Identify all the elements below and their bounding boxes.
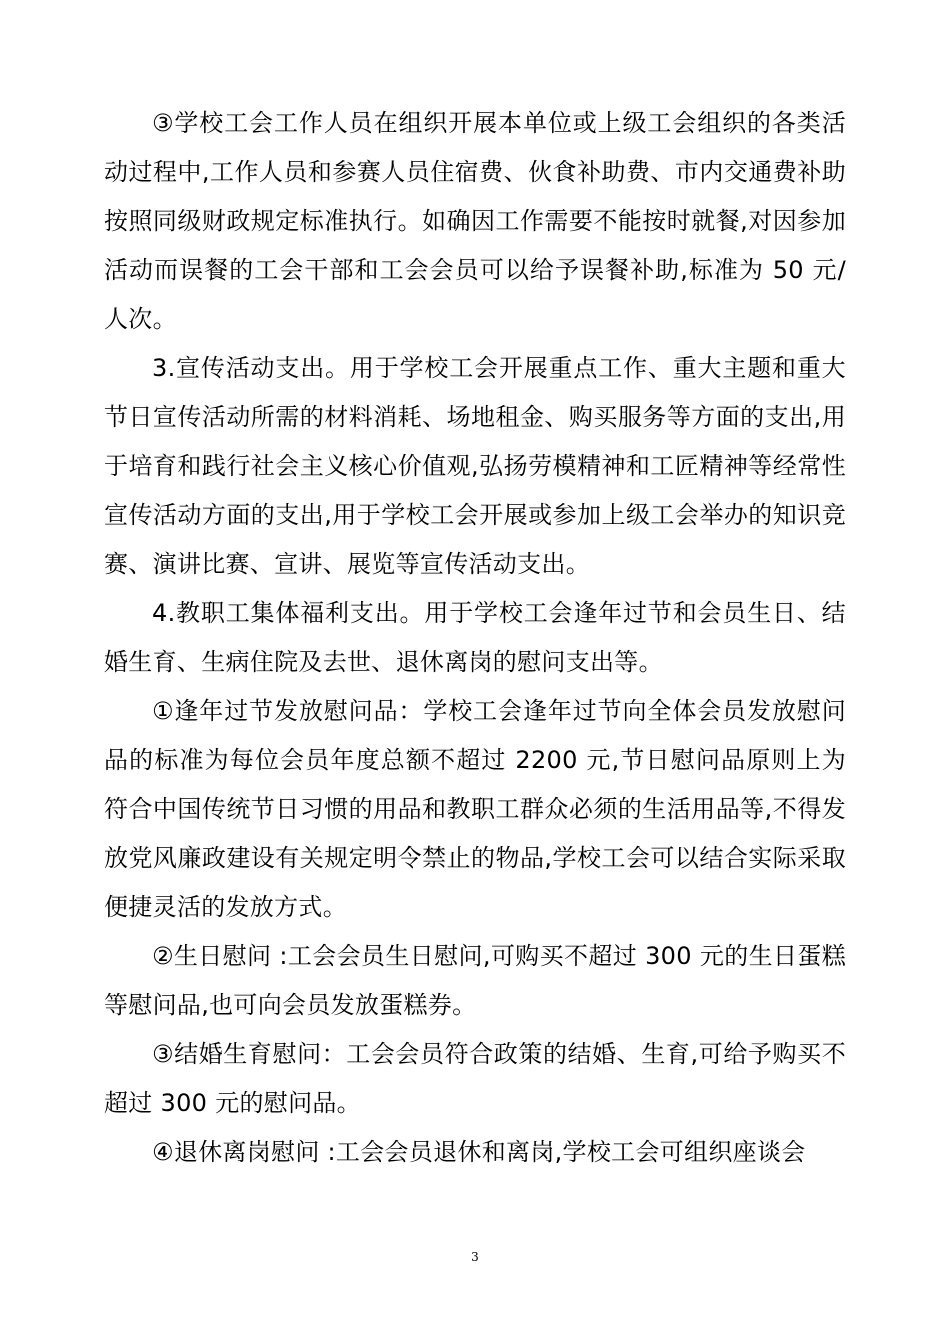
paragraph-birthday-condolence: ②生日慰问 :工会会员生日慰问,可购买不超过 300 元的生日蛋糕等慰问品,也可向会员发放蛋糕券。 bbox=[104, 942, 846, 1019]
paragraph-marriage-birth-condolence: ③结婚生育慰问：工会会员符合政策的结婚、生育,可给予购买不超过 300 元的慰问品。 bbox=[104, 1040, 846, 1117]
paragraph-publicity-expense: 3.宣传活动支出。用于学校工会开展重点工作、重大主题和重大节日宣传活动所需的材料消耗、场地租金、购买服务等方面的支出,用于培育和践行社会主义核心价值观,弘扬劳模精神和工匠精神等经常性宣传活动方面的支出,用于学校工会开展或参加上级工会举办的知识竞赛、演讲比赛、宣讲、展览等宣传活动支出。 bbox=[104, 354, 846, 578]
paragraph-meal-subsidy: ③学校工会工作人员在组织开展本单位或上级工会组织的各类活动过程中,工作人员和参赛人员住宿费、伙食补助费、市内交通费补助按照同级财政规定标准执行。如确因工作需要不能按时就餐,对因参加活动而误餐的工会干部和工会会员可以给予误餐补助,标准为 50 元/人次。 bbox=[104, 109, 846, 333]
paragraph-welfare-expense: 4.教职工集体福利支出。用于学校工会逢年过节和会员生日、结婚生育、生病住院及去世、退休离岗的慰问支出等。 bbox=[104, 599, 846, 676]
paragraph-holiday-gifts: ①逢年过节发放慰问品：学校工会逢年过节向全体会员发放慰问品的标准为每位会员年度总额不超过 2200 元,节日慰问品原则上为符合中国传统节日习惯的用品和教职工群众必须的生活用品等,不得发放党风廉政建设有关规定明令禁止的物品,学校工会可以结合实际采取便捷灵活的发放方式。 bbox=[104, 697, 846, 921]
paragraph-retirement-condolence: ④退休离岗慰问 :工会会员退休和离岗,学校工会可组织座谈会 bbox=[152, 1138, 806, 1166]
page-number: 3 bbox=[471, 1250, 479, 1264]
document-body bbox=[104, 99, 846, 1177]
